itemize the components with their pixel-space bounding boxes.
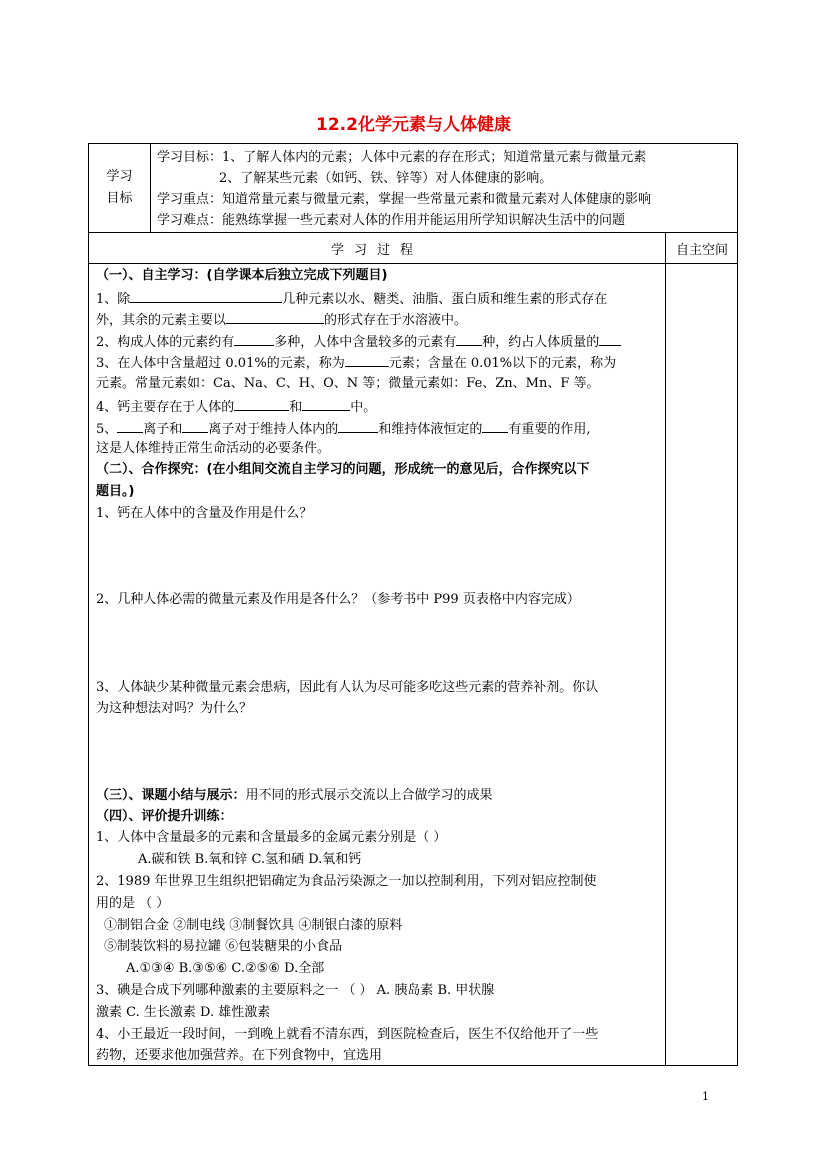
section-4-heading: （四）、评价提升训练： [96,809,233,824]
fill-blank[interactable] [234,396,289,411]
goal-key-points: 学习重点：知道常量元素与微量元素，掌握一些常量元素和微量元素对人体健康的影响 [157,192,652,207]
s4-q1: 1、人体中含量最多的元素和含量最多的金属元素分别是（ ） [96,830,447,845]
s4-q1-options: A.碳和铁 B.氧和锌 C.氢和硒 D.氧和钙 [138,852,362,867]
text: 多种，人体中含量较多的元素有 [274,335,457,350]
fill-blank[interactable] [338,418,378,433]
fill-blank[interactable] [456,331,482,346]
text: 5、 [96,422,118,437]
worksheet-table [88,143,738,1066]
text: 离子和 [143,422,183,437]
s2-q3-line1: 3、人体缺少某种微量元素会患病，因此有人认为尽可能多吃这些元素的营养补剂。你认 [96,680,599,695]
fill-blank[interactable] [302,396,350,411]
text: 的形式存在于水溶液中。 [324,313,468,328]
text: （三）、课题小结与展示： [96,788,246,803]
s4-q2-line4: ⑤制装饮料的易拉罐 ⑥包装糖果的小食品 [104,939,343,954]
fill-blank[interactable] [345,352,389,367]
text: 种，约占人体质量的 [482,335,600,350]
text: 离子对于维持人体内的 [208,422,339,437]
fill-blank[interactable] [599,331,621,346]
text: 外，其余的元素主要以 [96,313,227,328]
s4-q2-line1: 2、1989 年世界卫生组织把铝确定为食品污染源之一加以控制利用，下列对铝应控制使 [96,874,597,889]
s4-q3-line1: 3、碘是合成下列哪种激素的主要原料之一 （ ） A. 胰岛素 B. 甲状腺 [96,983,495,998]
page-number: 1 [702,1090,709,1103]
s4-q2-line2: 用的是 （ ） [96,896,170,911]
section-1-heading: （一）、自主学习：(自学课本后独立完成下列题目) [96,268,388,283]
fill-blank[interactable] [182,418,208,433]
s2-q3-line2: 为这种想法对吗？为什么？ [96,701,253,716]
s4-q2-options: A.①③④ B.③⑤⑥ C.②⑤⑥ D.全部 [126,961,325,976]
column-divider [665,232,666,1065]
goals-content [157,147,733,231]
text: 2、构成人体的元素约有 [96,335,235,350]
divider [89,232,737,233]
process-header: 学习过程 [330,243,423,258]
text: 中。 [350,400,377,415]
s4-q3-line2: 激素 C. 生长激素 D. 雄性激素 [96,1005,271,1020]
text: 和 [289,400,303,415]
goal-objectives: 学习目标：1、了解人体内的元素；人体中元素的存在形式；知道常量元素与微量元素 [157,150,647,165]
s4-q4-line2: 药物，还要求他加强营养。在下列食物中，宜选用 [96,1048,383,1063]
section-2-heading: （二）、合作探究：(在小组间交流自主学习的问题，形成统一的意见后，合作探究以下 [96,462,590,477]
fill-blank[interactable] [234,331,274,346]
text: 和维持体液恒定的 [378,422,483,437]
self-space-header: 自主空间 [675,243,728,258]
section-2-heading-cont: 题目。) [96,484,135,499]
s4-q2-line3: ①制铝合金 ②制电线 ③制餐饮具 ④制银白漆的原料 [104,918,403,933]
s2-q2: 2、几种人体必需的微量元素及作用是各什么？（参考书中 P99 页表格中内容完成） [96,592,580,607]
s1-q2 [96,331,621,353]
text: 有重要的作用, [508,422,591,437]
s1-q5-line2: 这是人体维持正常生命活动的必要条件。 [96,441,331,456]
goals-label-line-2: 目标 [106,191,133,206]
text: 用不同的形式展示交流以上合做学习的成果 [245,788,493,803]
text: 3、在人体中含量超过 0.01%的元素，称为 [96,356,345,371]
s4-q4-line1: 4、小王最近一段时间，一到晚上就看不清东西，到医院检查后，医生不仅给他开了一些 [96,1027,599,1042]
page-title: 12.2化学元素与人体健康 [316,115,511,135]
fill-blank[interactable] [130,288,282,303]
s1-q1-line1 [96,288,607,310]
fill-blank[interactable] [117,418,143,433]
text: 元素；含量在 0.01%以下的元素，称为 [388,356,617,371]
text: 1、除 [96,292,131,307]
s1-q3-line1 [96,352,616,374]
s1-q5-line1 [96,418,590,440]
section-3-heading [96,786,493,806]
goal-objectives-2: 2、了解某些元素（如钙、铁、锌等）对人体健康的影响。 [219,171,553,186]
text: 几种元素以水、糖类、油脂、蛋白质和维生素的形式存在 [282,292,608,307]
divider [89,263,737,264]
goals-label-cell [89,144,151,232]
goal-difficulties: 学习难点：能熟练掌握一些元素对人体的作用并能运用所学知识解决生活中的问题 [157,213,626,228]
fill-blank[interactable] [482,418,508,433]
goals-label-line-1: 学习 [106,169,133,184]
s2-q1: 1、钙在人体中的含量及作用是什么？ [96,506,313,521]
s1-q4 [96,396,376,418]
fill-blank[interactable] [226,309,324,324]
s1-q1-line2 [96,309,467,331]
s1-q3-line2: 元素。常量元素如：Ca、Na、C、H、O、N 等；微量元素如：Fe、Zn、Mn、F 等。 [96,376,600,391]
text: 4、钙主要存在于人体的 [96,400,235,415]
